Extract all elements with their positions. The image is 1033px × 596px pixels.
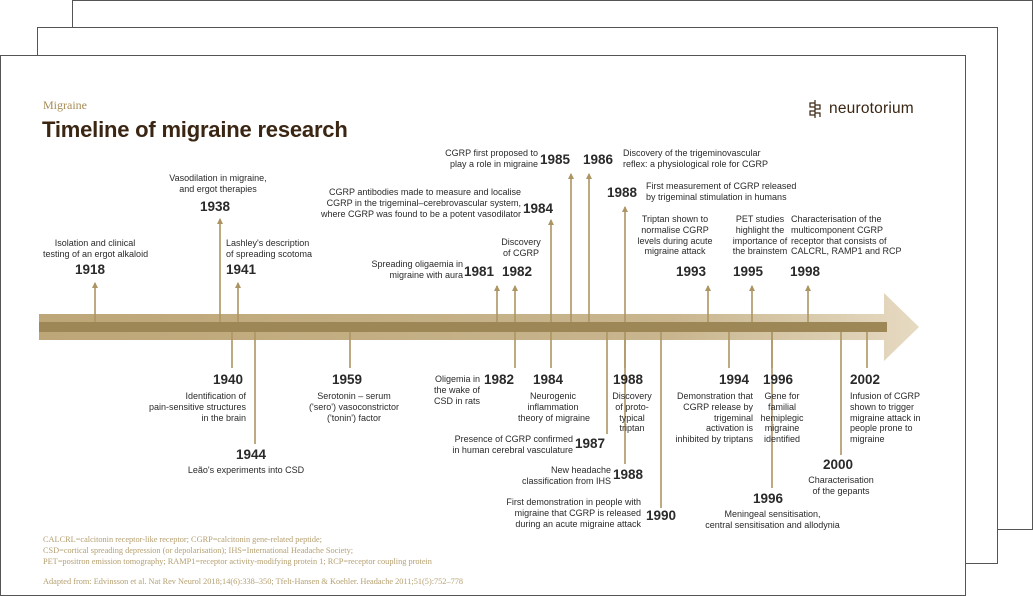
event-1988-triptan-text: Discovery of proto- typical triptan — [612, 391, 652, 434]
footnote-line-1: CALCRL=calcitonin receptor-like receptor; CGRP=calcitonin gene-related peptide; — [43, 535, 322, 544]
event-1981-text: Spreading oligaemia in migraine with aura — [371, 259, 463, 280]
event-1940-text: Identification of pain-sensitive structures in the brain — [148, 391, 246, 423]
stem-1995-arrowhead — [749, 285, 755, 291]
event-1982-text: Discovery of CGRP — [501, 237, 541, 258]
event-1988-ihs-text: New headache classification from IHS — [521, 465, 611, 486]
event-1994-year: 1994 — [719, 372, 750, 387]
stem-1981-arrowhead — [494, 285, 500, 291]
event-1982-below-text: Oligemia in the wake of CSD in rats — [433, 374, 480, 406]
event-1990-text: First demonstration in people with migraine that CGRP is released during an acute migraine attack — [506, 497, 641, 529]
stem-1985-arrowhead — [568, 173, 574, 179]
footnote-line-3: PET=positron emission tomography; RAMP1=receptor activity-modifying protein 1; RCP=receptor coupling protein — [43, 557, 432, 566]
event-1995-year: 1995 — [733, 264, 764, 279]
stem-1938-arrowhead — [217, 218, 223, 224]
event-1985-text: CGRP first proposed to play a role in migraine — [445, 148, 538, 169]
event-1984-year: 1984 — [523, 201, 554, 216]
event-1988-above-year: 1988 — [607, 185, 638, 200]
event-1987-year: 1987 — [575, 436, 606, 451]
event-1984-below-text: Neurogenic inflammation theory of migraine — [518, 391, 591, 423]
event-1998-year: 1998 — [790, 264, 821, 279]
stem-1982-arrowhead — [512, 285, 518, 291]
event-1995-text: PET studies highlight the importance of the brainstem — [732, 214, 788, 257]
event-2000-text: Characterisation of the gepants — [808, 475, 874, 496]
stem-1998-arrowhead — [805, 285, 811, 291]
event-1944-year: 1944 — [236, 447, 267, 462]
section-label: Migraine — [43, 98, 87, 112]
event-1990-year: 1990 — [646, 508, 677, 523]
stem-1941-arrowhead — [235, 282, 241, 288]
event-1993-year: 1993 — [676, 264, 707, 279]
stem-1988-above-arrowhead — [622, 206, 628, 212]
event-1941-year: 1941 — [226, 262, 257, 277]
event-1986-text: Discovery of the trigeminovascular reflex: a physiological role for CGRP — [623, 148, 769, 169]
event-1959-text: Serotonin – serum ('sero') vasoconstrictor ('tonin') factor — [309, 391, 399, 423]
event-1996-gene-year: 1996 — [763, 372, 794, 387]
event-2000-year: 2000 — [823, 457, 854, 472]
event-1988-triptan-year: 1988 — [613, 372, 644, 387]
stem-1984-arrowhead — [548, 219, 554, 225]
event-2002-year: 2002 — [850, 372, 881, 387]
event-1941-text: Lashley's description of spreading scotoma — [226, 238, 313, 259]
event-1996-gene-text: Gene for familial hemiplegic migraine identified — [760, 391, 804, 445]
stem-1986-arrowhead — [586, 173, 592, 179]
event-1993-text: Triptan shown to normalise CGRP levels during acute migraine attack — [637, 214, 713, 257]
event-1918-text: Isolation and clinical testing of an ergot alkaloid — [43, 238, 149, 259]
event-1938-text: Vasodilation in migraine, and ergot therapies — [169, 173, 267, 194]
event-1988-ihs-year: 1988 — [613, 467, 644, 482]
event-1985-year: 1985 — [540, 152, 571, 167]
event-1987-text: Presence of CGRP confirmed in human cerebral vasculature — [452, 434, 573, 455]
stem-1993-arrowhead — [705, 285, 711, 291]
logo-text: neurotorium — [829, 100, 914, 117]
event-1959-year: 1959 — [332, 372, 363, 387]
event-1984-text: CGRP antibodies made to measure and localise CGRP in the trigeminal–cerebrovascular system, where CGRP was found to be a potent vasodilator — [321, 187, 521, 219]
event-1988-above-text: First measurement of CGRP released by trigeminal stimulation in humans — [646, 181, 797, 202]
event-1996-sens-year: 1996 — [753, 491, 784, 506]
event-1940-year: 1940 — [213, 372, 244, 387]
event-1982-year: 1982 — [502, 264, 533, 279]
event-1986-year: 1986 — [583, 152, 614, 167]
event-1938-year: 1938 — [200, 199, 231, 214]
timeline-slide[interactable] — [0, 55, 966, 596]
event-1982-below-year: 1982 — [484, 372, 515, 387]
event-1994-text: Demonstration that CGRP release by trigeminal activation is inhibited by triptans — [675, 391, 753, 445]
event-1918-year: 1918 — [75, 262, 106, 277]
timeline-axis-line — [39, 322, 887, 332]
footnote-line-2: CSD=cortical spreading depression (or depolarisation); IHS=International Headache Society; — [43, 546, 354, 555]
reference-text: Adapted from: Edvinsson et al. Nat Rev Neurol 2018;14(6):338–350; Tfelt-Hansen & Koehler. Headache 2011;51(5):752–778 — [43, 577, 464, 586]
page-title: Timeline of migraine research — [42, 117, 348, 142]
event-1984-below-year: 1984 — [533, 372, 564, 387]
event-1998-text: Characterisation of the multicomponent CGRP receptor that consists of CALCRL, RAMP1 and RCP — [791, 214, 902, 257]
event-1981-year: 1981 — [464, 264, 495, 279]
event-1996-sens-text: Meningeal sensitisation, central sensitisation and allodynia — [705, 509, 840, 530]
stem-1918-arrowhead — [92, 282, 98, 288]
event-2002-text: Infusion of CGRP shown to trigger migraine attack in people prone to migraine — [850, 391, 921, 445]
event-1944-text: Leão's experiments into CSD — [187, 465, 305, 475]
